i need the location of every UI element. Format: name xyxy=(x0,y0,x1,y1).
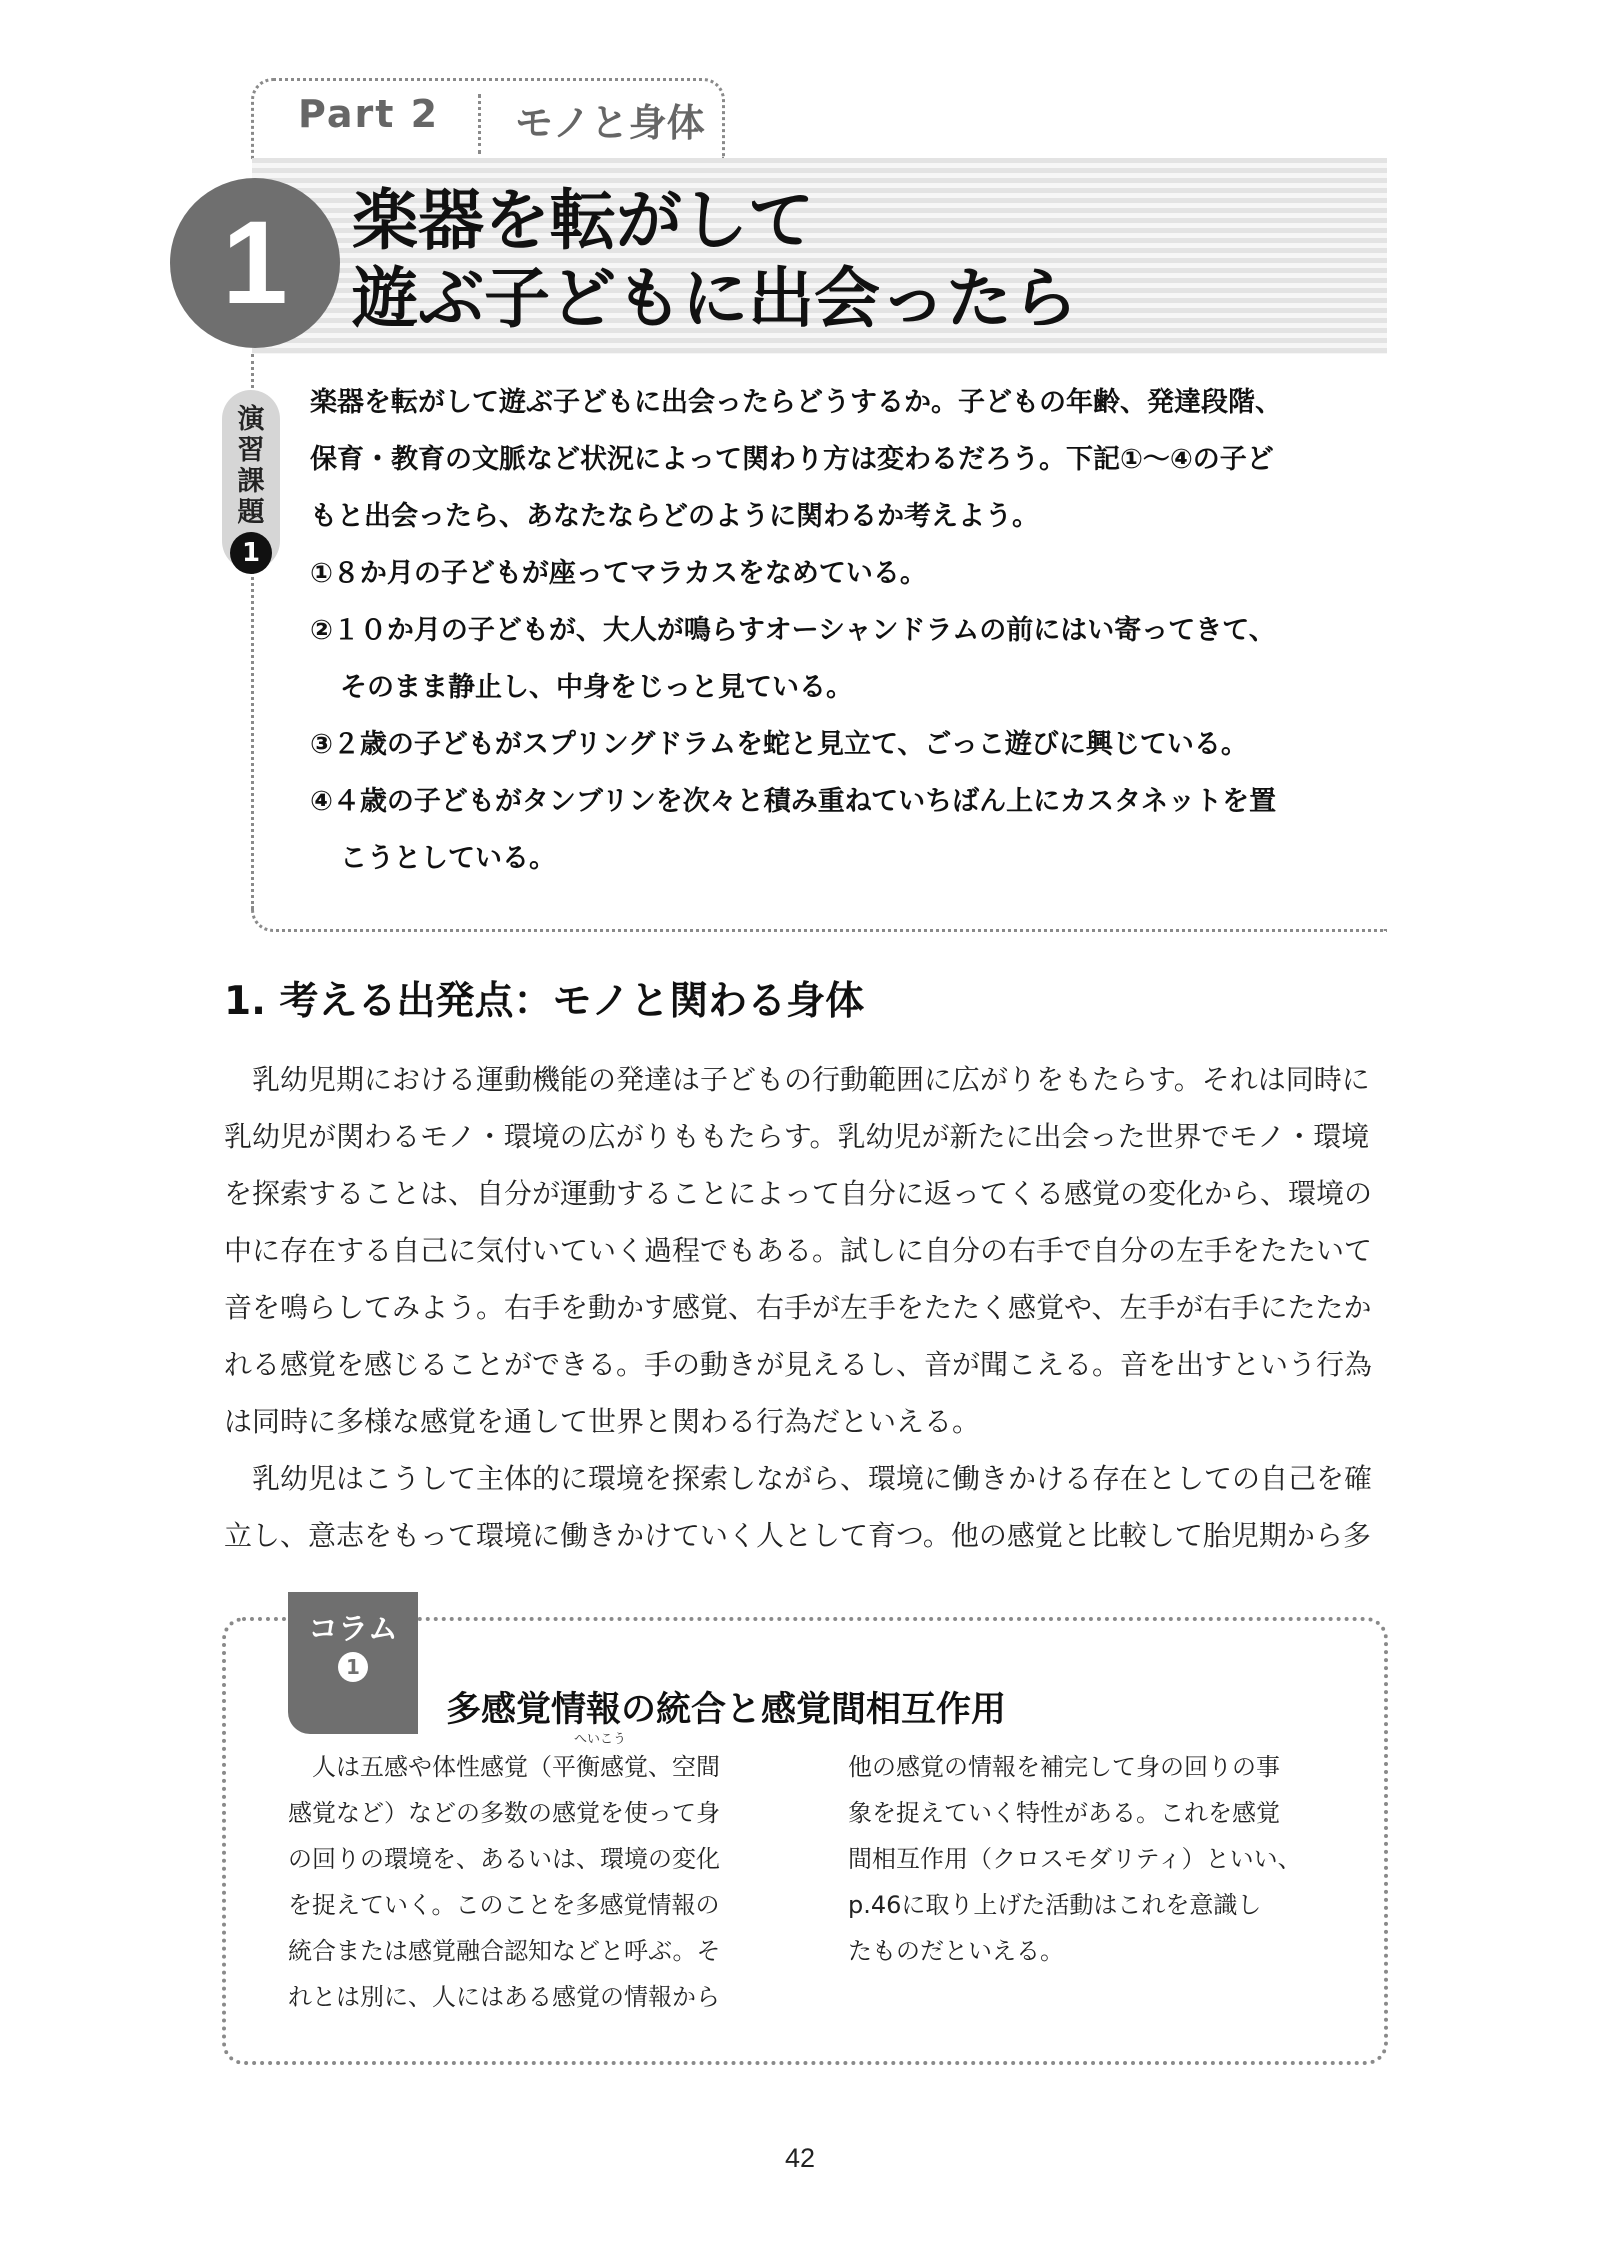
column-line: 象を捉えていく特性がある。これを感覚 xyxy=(848,1799,1280,1827)
part-subject: モノと身体 xyxy=(515,101,705,145)
exercise-badge-char: 題 xyxy=(237,497,265,528)
exercise-text xyxy=(310,374,1370,887)
exercise-item-continued: そのまま静止し、中身をじっと見ている。 xyxy=(340,672,853,703)
exercise-badge-char: 課 xyxy=(237,466,265,497)
column-text-left xyxy=(288,1744,788,2020)
column-text-right xyxy=(848,1744,1348,1974)
column-line: れとは別に、人にはある感覚の情報から xyxy=(288,1983,720,2011)
column-line: の回りの環境を、あるいは、環境の変化 xyxy=(288,1845,720,1873)
exercise-item: ④４歳の子どもがタンブリンを次々と積み重ねていちばん上にカスタネットを置 xyxy=(310,786,1277,817)
page-number: 42 xyxy=(784,2143,816,2173)
exercise-item-continued: こうとしている。 xyxy=(340,843,556,874)
body-line: 乳幼児が関わるモノ・環境の広がりももたらす。乳幼児が新たに出会った世界でモノ・環境 xyxy=(224,1120,1370,1153)
body-line: を探索することは、自分が運動することによって自分に返ってくる感覚の変化から、環境の xyxy=(224,1177,1373,1210)
body-line: 音を鳴らしてみよう。右手を動かす感覚、右手が左手をたたく感覚や、左手が右手にたたか xyxy=(224,1291,1372,1324)
part-divider xyxy=(478,94,481,154)
column-line: p.46に取り上げた活動はこれを意識し xyxy=(848,1891,1262,1919)
body-line: 乳幼児はこうして主体的に環境を探索しながら、環境に働きかける存在としての自己を確 xyxy=(224,1462,1373,1495)
column-badge-label: コラム xyxy=(308,1612,398,1647)
body-text xyxy=(224,1051,1384,1564)
exercise-line: もと出会ったら、あなたならどのように関わるか考えよう。 xyxy=(310,501,1039,532)
section-heading: 1. 考える出発点：モノと関わる身体 xyxy=(224,979,865,1024)
chapter-title-line: 遊ぶ子どもに出会ったら xyxy=(352,260,1078,337)
body-line: は同時に多様な感覚を通して世界と関わる行為だといえる。 xyxy=(224,1405,981,1438)
column-badge-number: 1 xyxy=(338,1652,368,1682)
exercise-item: ②１０か月の子どもが、大人が鳴らすオーシャンドラムの前にはい寄ってきて、 xyxy=(310,615,1276,646)
column-line: たものだといえる。 xyxy=(848,1937,1064,1965)
ruby-annotation: へいこう xyxy=(574,1732,627,1747)
exercise-item: ③２歳の子どもがスプリングドラムを蛇と見立て、ごっこ遊びに興じている。 xyxy=(310,729,1248,760)
part-label: Part 2 xyxy=(298,92,440,136)
chapter-title xyxy=(352,182,1352,338)
chapter-number-badge: 1 xyxy=(170,178,340,348)
column-line: 人は五感や体性感覚（平衡感覚、空間 xyxy=(288,1753,720,1781)
body-line: 立し、意志をもって環境に働きかけていく人として育つ。他の感覚と比較して胎児期から多 xyxy=(224,1519,1371,1552)
exercise-badge-char: 習 xyxy=(237,435,265,466)
exercise-line: 保育・教育の文脈など状況によって関わり方は変わるだろう。下記①～④の子ど xyxy=(310,444,1274,475)
exercise-frame-bottom xyxy=(251,906,1387,932)
column-line: 他の感覚の情報を補完して身の回りの事 xyxy=(848,1753,1280,1781)
body-line: 乳幼児期における運動機能の発達は子どもの行動範囲に広がりをもたらす。それは同時に xyxy=(224,1063,1370,1096)
column-title: 多感覚情報の統合と感覚間相互作用 xyxy=(446,1690,1007,1730)
body-line: れる感覚を感じることができる。手の動きが見えるし、音が聞こえる。音を出すという行為 xyxy=(224,1348,1373,1381)
column-badge xyxy=(288,1592,418,1734)
exercise-badge-number: 1 xyxy=(230,532,272,574)
column-line: 統合または感覚融合認知などと呼ぶ。そ xyxy=(288,1937,721,1965)
column-line: 間相互作用（クロスモダリティ）といい、 xyxy=(848,1845,1302,1873)
exercise-item: ①８か月の子どもが座ってマラカスをなめている。 xyxy=(310,558,927,589)
column-line: を捉えていく。このことを多感覚情報の xyxy=(288,1891,720,1919)
column-line: 感覚など）などの多数の感覚を使って身 xyxy=(288,1799,720,1827)
chapter-title-line: 楽器を転がして xyxy=(352,182,814,259)
exercise-badge-char: 演 xyxy=(237,404,265,435)
exercise-line: 楽器を転がして遊ぶ子どもに出会ったらどうするか。子どもの年齢、発達段階、 xyxy=(310,387,1282,418)
body-line: 中に存在する自己に気付いていく過程でもある。試しに自分の右手で自分の左手をたたいて xyxy=(224,1234,1373,1267)
